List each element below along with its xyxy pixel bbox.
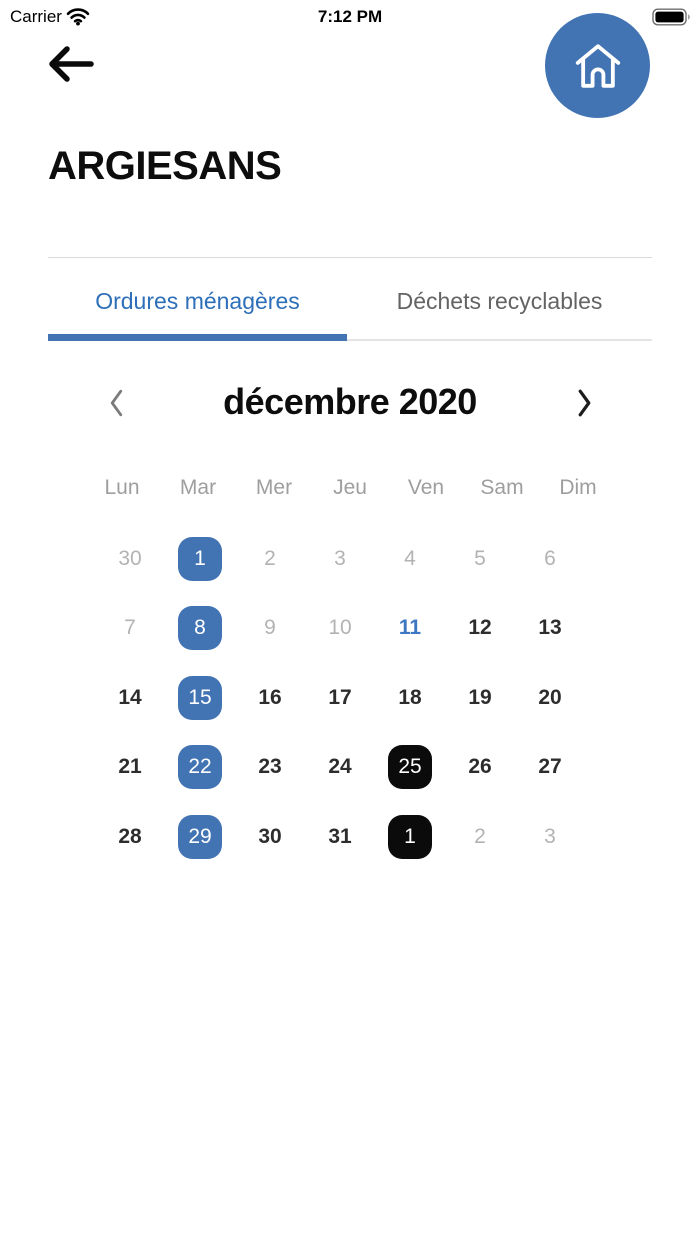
home-button[interactable] (545, 13, 650, 118)
day-cell: 26 (468, 755, 492, 779)
day-cell: 11 (398, 616, 422, 640)
header-divider (48, 257, 652, 258)
day-cell (165, 802, 235, 872)
day-cell: 31 (328, 824, 352, 848)
weekday-label: Jeu (333, 476, 367, 499)
page-title: ARGIESANS (48, 144, 282, 188)
tab-ordures-menageres[interactable]: Ordures ménagères (48, 284, 347, 318)
collection-day-pill: 8 (178, 606, 222, 650)
battery-icon (652, 8, 692, 26)
tab-bar (48, 276, 652, 344)
month-label: décembre 2020 (223, 381, 477, 422)
weekday-row (84, 476, 616, 500)
tab-dechets-recyclables[interactable]: Déchets recyclables (347, 284, 652, 318)
back-button[interactable] (44, 44, 96, 86)
day-cell: 12 (468, 616, 492, 640)
day-cell (165, 524, 235, 594)
weekday-label: Mer (255, 476, 293, 499)
day-cell: 3 (334, 546, 346, 570)
active-tab-underline (48, 334, 347, 341)
weekday-label: Dim (559, 476, 597, 499)
day-cell (165, 733, 235, 803)
next-month-button[interactable] (566, 384, 602, 422)
weekday-label: Sam (480, 476, 524, 499)
day-cell: 16 (258, 685, 282, 709)
day-cell: 4 (404, 546, 416, 570)
day-cell: 10 (328, 616, 352, 640)
weekday-label: Ven (407, 476, 445, 499)
chevron-right-icon (577, 389, 592, 417)
collection-day-pill: 15 (178, 676, 222, 720)
day-cell: 24 (328, 755, 352, 779)
day-cell: 7 (124, 616, 136, 640)
arrow-left-icon (45, 44, 95, 84)
day-cell (165, 594, 235, 664)
day-cell: 17 (328, 685, 352, 709)
day-cell: 23 (258, 755, 282, 779)
day-cell: 21 (118, 755, 142, 779)
day-cell: 6 (544, 546, 556, 570)
day-cell: 14 (118, 685, 142, 709)
day-cell: 9 (264, 616, 276, 640)
day-cell: 27 (538, 755, 562, 779)
day-cell (375, 733, 445, 803)
day-cell: 30 (118, 546, 142, 570)
day-cell: 20 (538, 685, 562, 709)
weekday-label: Lun (104, 476, 140, 499)
day-cell: 3 (544, 824, 556, 848)
holiday-day-pill: 25 (388, 745, 432, 789)
day-cell (165, 663, 235, 733)
day-cell: 13 (538, 616, 562, 640)
day-cell: 30 (258, 824, 282, 848)
day-cell: 2 (474, 824, 486, 848)
collection-day-pill: 29 (178, 815, 222, 859)
home-icon (571, 39, 625, 93)
holiday-day-pill: 1 (388, 815, 432, 859)
weekday-label: Mar (179, 476, 217, 499)
calendar-grid (95, 524, 585, 872)
carrier-label: Carrier (10, 7, 62, 26)
day-cell: 18 (398, 685, 422, 709)
calendar-header (48, 380, 652, 426)
tab-bar-baseline (347, 339, 652, 341)
day-cell (375, 802, 445, 872)
day-cell: 19 (468, 685, 492, 709)
day-cell: 28 (118, 824, 142, 848)
collection-day-pill: 22 (178, 745, 222, 789)
day-cell: 2 (264, 546, 276, 570)
day-cell: 5 (474, 546, 486, 570)
collection-day-pill: 1 (178, 537, 222, 581)
clock: 7:12 PM (317, 7, 383, 26)
